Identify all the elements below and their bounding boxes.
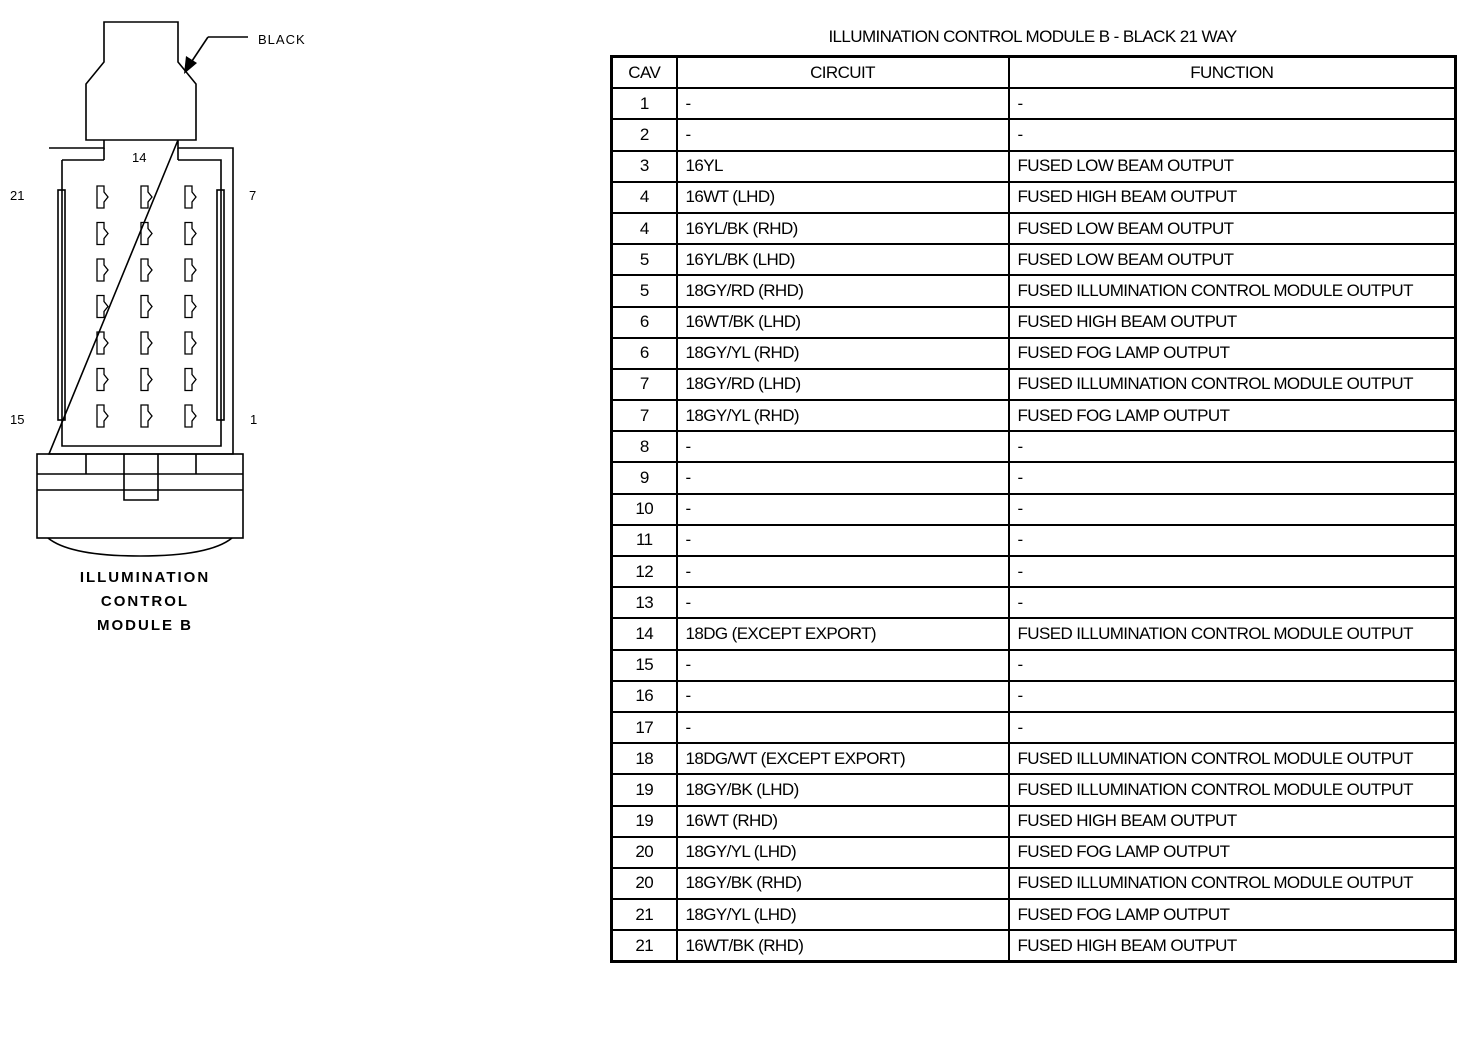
table-row [612,151,1456,182]
cell-circuit: 18GY/RD (LHD) [677,369,1009,400]
cell-function: FUSED LOW BEAM OUTPUT [1009,213,1456,244]
table-row [612,307,1456,338]
cell-circuit: - [677,525,1009,556]
table-row [612,712,1456,743]
header-cav: CAV [612,57,677,89]
cavity-terminal [185,332,196,354]
cell-circuit: 16WT/BK (RHD) [677,930,1009,962]
table-row [612,369,1456,400]
table-row [612,431,1456,462]
cell-cav: 1 [612,88,677,119]
cell-circuit: 18GY/YL (RHD) [677,338,1009,369]
cell-function: FUSED FOG LAMP OUTPUT [1009,899,1456,930]
cell-cav: 3 [612,151,677,182]
cavity-terminal [185,223,196,245]
table-row [612,462,1456,493]
header-circuit: CIRCUIT [677,57,1009,89]
cell-cav: 20 [612,837,677,868]
cell-cav: 21 [612,930,677,962]
cell-cav: 6 [612,338,677,369]
table-row [612,930,1456,962]
cell-circuit: 18GY/BK (RHD) [677,868,1009,899]
table-row [612,244,1456,275]
cell-circuit: - [677,712,1009,743]
cell-function: - [1009,712,1456,743]
connector-diagram [0,0,340,660]
cell-function: - [1009,431,1456,462]
cell-function: FUSED HIGH BEAM OUTPUT [1009,806,1456,837]
cavity-terminal [185,369,196,391]
cell-function: FUSED ILLUMINATION CONTROL MODULE OUTPUT [1009,369,1456,400]
cell-cav: 17 [612,712,677,743]
table-row [612,275,1456,306]
cavity-terminal [141,259,152,281]
table-row [612,650,1456,681]
table-row [612,338,1456,369]
cell-function: - [1009,88,1456,119]
cavity-terminal [141,369,152,391]
cell-function: FUSED LOW BEAM OUTPUT [1009,151,1456,182]
cell-cav: 4 [612,213,677,244]
cell-cav: 19 [612,774,677,805]
cell-circuit: - [677,119,1009,150]
cell-cav: 13 [612,587,677,618]
table-row [612,119,1456,150]
cell-cav: 21 [612,899,677,930]
cell-circuit: - [677,681,1009,712]
cavity-terminal [97,259,108,281]
pin-label-7: 7 [249,188,257,203]
table-row [612,213,1456,244]
cell-function: FUSED FOG LAMP OUTPUT [1009,837,1456,868]
cell-function: - [1009,650,1456,681]
cell-function: - [1009,494,1456,525]
cell-function: FUSED ILLUMINATION CONTROL MODULE OUTPUT [1009,275,1456,306]
table-row [612,618,1456,649]
cavity-terminal [97,332,108,354]
color-label: BLACK [258,32,306,47]
cell-function: FUSED LOW BEAM OUTPUT [1009,244,1456,275]
table-row [612,182,1456,213]
connector-base [37,454,243,538]
pin-label-21: 21 [10,188,25,203]
table-row [612,837,1456,868]
cell-cav: 8 [612,431,677,462]
connector-bottom-curve [48,538,232,556]
cell-function: - [1009,119,1456,150]
cell-cav: 15 [612,650,677,681]
cavity-terminal [97,223,108,245]
cell-function: FUSED HIGH BEAM OUTPUT [1009,930,1456,962]
table-row [612,899,1456,930]
cavity-terminal [141,405,152,427]
table-row [612,587,1456,618]
cell-cav: 4 [612,182,677,213]
cell-cav: 7 [612,400,677,431]
cell-cav: 18 [612,743,677,774]
table-title: ILLUMINATION CONTROL MODULE B - BLACK 21 WAY [828,27,1237,46]
cell-function: FUSED FOG LAMP OUTPUT [1009,338,1456,369]
cell-circuit: - [677,88,1009,119]
cavity-terminal [185,259,196,281]
pinout-table [610,55,1457,963]
cell-circuit: - [677,650,1009,681]
cell-circuit: - [677,587,1009,618]
cell-function: FUSED HIGH BEAM OUTPUT [1009,307,1456,338]
cell-function: FUSED HIGH BEAM OUTPUT [1009,182,1456,213]
cell-circuit: 18DG (EXCEPT EXPORT) [677,618,1009,649]
cell-circuit: 18GY/BK (LHD) [677,774,1009,805]
table-row [612,556,1456,587]
cell-cav: 2 [612,119,677,150]
cell-circuit: 16WT (LHD) [677,182,1009,213]
cell-function: FUSED ILLUMINATION CONTROL MODULE OUTPUT [1009,618,1456,649]
pin-label-1: 1 [250,412,258,427]
cell-cav: 5 [612,275,677,306]
cavity-terminal [141,332,152,354]
cell-circuit: 18GY/YL (LHD) [677,837,1009,868]
cavity-terminal [185,405,196,427]
cell-function: - [1009,556,1456,587]
cell-circuit: 18GY/RD (RHD) [677,275,1009,306]
cell-cav: 9 [612,462,677,493]
cell-cav: 10 [612,494,677,525]
cell-cav: 5 [612,244,677,275]
cavity-grid [97,186,196,427]
cavity-terminal [185,186,196,208]
cell-circuit: - [677,556,1009,587]
cell-circuit: 16YL/BK (RHD) [677,213,1009,244]
table-row [612,868,1456,899]
cavity-terminal [141,296,152,318]
module-name-line1: ILLUMINATION [79,569,211,586]
cell-cav: 11 [612,525,677,556]
connector-latch [86,22,196,140]
cavity-terminal [97,369,108,391]
cell-cav: 12 [612,556,677,587]
cell-cav: 16 [612,681,677,712]
cell-function: FUSED ILLUMINATION CONTROL MODULE OUTPUT [1009,774,1456,805]
table-row [612,494,1456,525]
table-row [612,774,1456,805]
cell-circuit: 16WT/BK (LHD) [677,307,1009,338]
module-name-line2: CONTROL [100,593,190,610]
cell-circuit: 18GY/YL (RHD) [677,400,1009,431]
cell-circuit: 18DG/WT (EXCEPT EXPORT) [677,743,1009,774]
cell-cav: 7 [612,369,677,400]
module-name-line3: MODULE B [97,617,193,634]
cell-cav: 20 [612,868,677,899]
cell-function: - [1009,681,1456,712]
table-row [612,743,1456,774]
cell-function: - [1009,525,1456,556]
table-row [612,681,1456,712]
table-header-row [612,57,1456,89]
table-row [612,525,1456,556]
pin-label-15: 15 [10,412,25,427]
cell-cav: 19 [612,806,677,837]
pin-label-14: 14 [132,150,147,165]
cell-function: FUSED ILLUMINATION CONTROL MODULE OUTPUT [1009,743,1456,774]
cell-circuit: - [677,431,1009,462]
table-row [612,88,1456,119]
header-function: FUNCTION [1009,57,1456,89]
leader-arrowhead [184,56,197,74]
cell-cav: 6 [612,307,677,338]
cell-function: FUSED ILLUMINATION CONTROL MODULE OUTPUT [1009,868,1456,899]
cavity-terminal [185,296,196,318]
cell-circuit: 16YL [677,151,1009,182]
cavity-terminal [97,405,108,427]
cell-cav: 14 [612,618,677,649]
table-row [612,806,1456,837]
cell-circuit: - [677,462,1009,493]
cavity-terminal [97,186,108,208]
cell-circuit: 16WT (RHD) [677,806,1009,837]
cell-circuit: 18GY/YL (LHD) [677,899,1009,930]
cell-function: FUSED FOG LAMP OUTPUT [1009,400,1456,431]
cell-circuit: - [677,494,1009,525]
cell-function: - [1009,462,1456,493]
table-row [612,400,1456,431]
cell-function: - [1009,587,1456,618]
cell-circuit: 16YL/BK (LHD) [677,244,1009,275]
cavity-terminal [141,186,152,208]
